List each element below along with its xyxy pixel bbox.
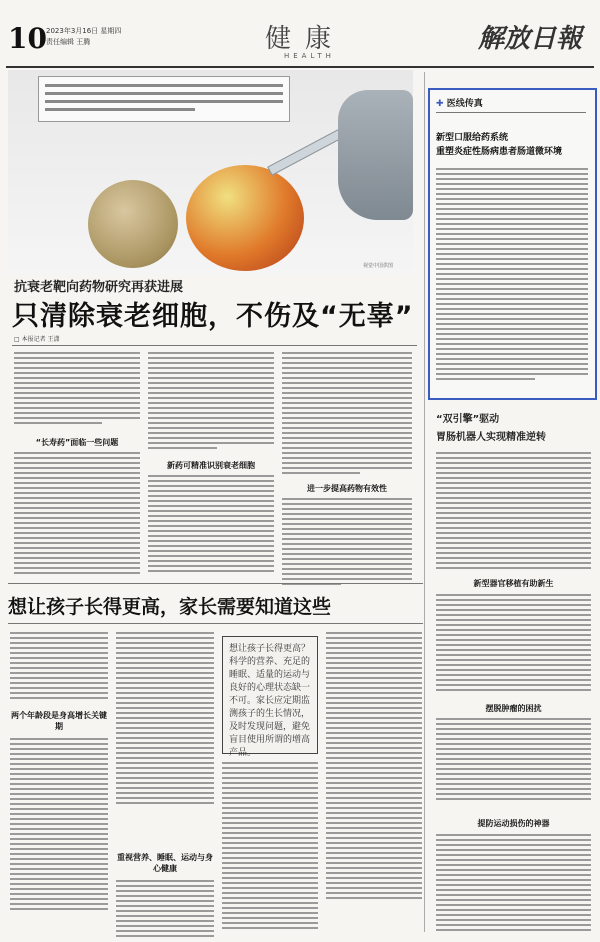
- robot-subhead-1: 新型器官移植有助新生: [473, 579, 554, 588]
- byline-rule: [12, 345, 417, 346]
- bottom-headline: 想让孩子长得更高，家长需要知道这些: [8, 596, 332, 618]
- robot-article-title-1: “双引擎”驱动: [436, 414, 500, 425]
- brief-title-line1: 新型口服给药系统: [436, 133, 509, 143]
- brief-body: [436, 168, 588, 383]
- photo-caption-box: [38, 76, 290, 122]
- section-subtitle: HEALTH: [284, 52, 335, 60]
- robot-article-body: [436, 452, 591, 572]
- feature-kicker: 抗衰老靶向药物研究再获进展: [14, 280, 184, 295]
- robot-article-body-3: [436, 718, 591, 803]
- newspaper-masthead: 解放日報: [478, 24, 583, 54]
- brief-rule: [436, 112, 586, 113]
- wrinkled-apple-image: [88, 180, 178, 268]
- issue-date: 2023年3月16日 星期四: [46, 27, 122, 35]
- feature-subhead-1: “长寿药”面临一些问题: [35, 438, 119, 447]
- brief-brand-text: 医线传真: [446, 99, 483, 109]
- feature-column-1: [14, 352, 140, 427]
- feature-column-3-cont: [282, 498, 412, 588]
- bottom-section-rule: [8, 583, 423, 584]
- feature-subhead-2: 新药可精准识别衰老细胞: [167, 461, 255, 470]
- boxed-note-text: 想让孩子长得更高？科学的营养、充足的睡眠、适量的运动与良好的心理状态缺一不可。家长应定期监测孩子的生长情况，及时发现问题，避免盲目使用所谓的增高产品。: [229, 644, 311, 758]
- bottom-column-1: [10, 632, 108, 702]
- bottom-boxed-note: [222, 636, 318, 758]
- feature-column-2: [148, 352, 274, 452]
- header-rule: [6, 66, 594, 68]
- bottom-column-2-cont: [116, 880, 214, 940]
- bottom-column-4: [326, 632, 422, 902]
- page-number: 10: [8, 22, 47, 55]
- fresh-apple-image: [186, 165, 304, 271]
- feature-headline: 只清除衰老细胞，不伤及“无辜”: [12, 301, 414, 332]
- bottom-subhead-1: 两个年龄段是身高增长关键期: [11, 711, 107, 731]
- robot-article-title-2: 胃肠机器人实现精准逆转: [436, 432, 546, 443]
- brief-title-line2: 重塑炎症性肠病患者肠道微环境: [436, 147, 563, 157]
- feature-photo: [8, 70, 413, 275]
- gloved-hand-image: [338, 90, 413, 220]
- medical-cross-icon: ✚: [436, 99, 444, 109]
- feature-subhead-3: 进一步提高药物有效性: [307, 484, 387, 493]
- bottom-headline-rule: [8, 623, 423, 624]
- column-divider: [424, 72, 425, 932]
- page-header: [0, 0, 600, 70]
- feature-column-2-cont: [148, 475, 274, 575]
- robot-article-body-4: [436, 834, 591, 934]
- section-title: 健康: [265, 24, 346, 54]
- feature-byline: □ 本报记者 王潇: [14, 336, 60, 343]
- bottom-subhead-2: 重视营养、睡眠、运动与身心健康: [117, 853, 213, 873]
- feature-column-3: [282, 352, 412, 477]
- bottom-column-1-cont: [10, 738, 108, 913]
- robot-article-body-2: [436, 594, 591, 694]
- robot-subhead-2: 摆脱肿瘤的困扰: [485, 704, 542, 713]
- photo-credit: 视觉中国供图: [363, 263, 394, 269]
- news-brief-label: [436, 96, 483, 109]
- robot-subhead-3: 提防运动损伤的神器: [477, 819, 550, 828]
- bottom-column-3: [222, 762, 318, 932]
- feature-column-1-cont: [14, 452, 140, 577]
- news-brief-box: [428, 88, 597, 400]
- editor-credit: 责任编辑 王腾: [46, 38, 91, 46]
- bottom-column-2: [116, 632, 214, 807]
